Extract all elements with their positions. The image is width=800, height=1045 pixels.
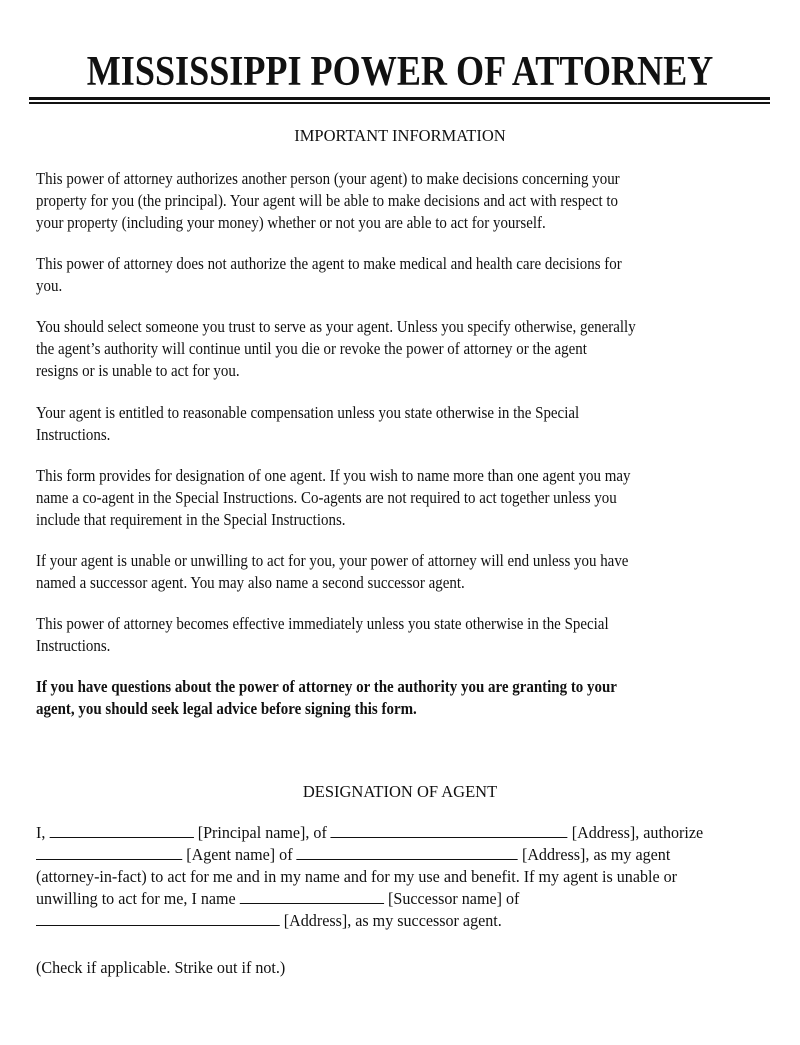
- paragraph-line: named a successor agent. You may also name a second successor agent.: [36, 573, 465, 592]
- principal-name-field[interactable]: [49, 822, 193, 838]
- document-title: MISSISSIPPI POWER OF ATTORNEY: [86, 49, 714, 95]
- title-rule-thin: [29, 102, 770, 104]
- successor-prefix: unwilling to act for me, I name: [36, 889, 236, 908]
- principal-address-label: [Address], authorize: [571, 823, 704, 842]
- paragraph-line: Your agent is entitled to reasonable compensation unless you state otherwise in the Special: [36, 403, 580, 422]
- important-information-heading: IMPORTANT INFORMATION: [294, 126, 506, 145]
- paragraph-line: name a co-agent in the Special Instructions. Co-agents are not required to act together unless you: [36, 488, 617, 507]
- paragraph-line: resigns or is unable to act for you.: [36, 361, 240, 380]
- paragraph-line: include that requirement in the Special Instructions.: [36, 510, 346, 529]
- paragraph-line: Instructions.: [36, 636, 111, 655]
- paragraph-line: You should select someone you trust to serve as your agent. Unless you specify otherwise, generally: [36, 317, 636, 336]
- designation-form: [36, 822, 776, 932]
- agent-name-field[interactable]: [36, 844, 182, 860]
- principal-address-field[interactable]: [331, 822, 568, 838]
- paragraph-legal-advice: [36, 676, 776, 720]
- applicability-note-text: (Check if applicable. Strike out if not.): [36, 958, 286, 977]
- applicability-note: [36, 957, 776, 979]
- form-line-successor-address: [36, 910, 758, 932]
- paragraph-authorization: [36, 168, 776, 234]
- paragraph-line: This power of attorney does not authorize the agent to make medical and health care decisions for: [36, 254, 622, 273]
- paragraph-line: your property (including your money) whether or not you are able to act for yourself.: [36, 213, 546, 232]
- paragraph-line: property for you (the principal). Your agent will be able to make decisions and act with respect to: [36, 191, 619, 210]
- paragraph-line: If your agent is unable or unwilling to act for you, your power of attorney will end unless you have: [36, 551, 629, 570]
- paragraph-line: Instructions.: [36, 425, 111, 444]
- successor-address-field[interactable]: [36, 910, 280, 926]
- form-line-attorney-in-fact: (attorney-in-fact) to act for me and in my name and for my use and benefit. If my agent is unable or: [36, 867, 678, 886]
- form-line-agent: [36, 844, 758, 866]
- principal-name-label: [Principal name], of: [197, 823, 327, 842]
- agent-address-field[interactable]: [297, 844, 518, 860]
- form-line-successor: [36, 888, 758, 910]
- paragraph-co-agent: [36, 465, 776, 531]
- paragraph-select-agent: [36, 316, 776, 382]
- paragraph-compensation: [36, 402, 776, 446]
- principal-prefix: I,: [36, 823, 46, 842]
- paragraph-line: If you have questions about the power of attorney or the authority you are granting to your: [36, 677, 617, 696]
- paragraph-medical: [36, 253, 776, 297]
- paragraph-line: This power of attorney authorizes another person (your agent) to make decisions concerning your: [36, 169, 620, 188]
- paragraph-line: agent, you should seek legal advice before signing this form.: [36, 699, 417, 718]
- paragraph-effective: [36, 613, 776, 657]
- paragraph-line: This form provides for designation of one agent. If you wish to name more than one agent you may: [36, 466, 631, 485]
- agent-address-label: [Address], as my agent: [521, 845, 671, 864]
- successor-address-label: [Address], as my successor agent.: [283, 911, 502, 930]
- paragraph-line: This power of attorney becomes effective immediately unless you state otherwise in the Special: [36, 614, 609, 633]
- paragraph-line: you.: [36, 276, 63, 295]
- successor-name-field[interactable]: [240, 888, 384, 904]
- designation-of-agent-heading: DESIGNATION OF AGENT: [302, 782, 498, 801]
- form-line-principal: [36, 822, 758, 844]
- paragraph-successor: [36, 550, 776, 594]
- successor-name-label: [Successor name] of: [388, 889, 520, 908]
- paragraph-line: the agent’s authority will continue until you die or revoke the power of attorney or the agent: [36, 339, 587, 358]
- title-rule-thick: [29, 97, 770, 100]
- agent-name-label: [Agent name] of: [186, 845, 293, 864]
